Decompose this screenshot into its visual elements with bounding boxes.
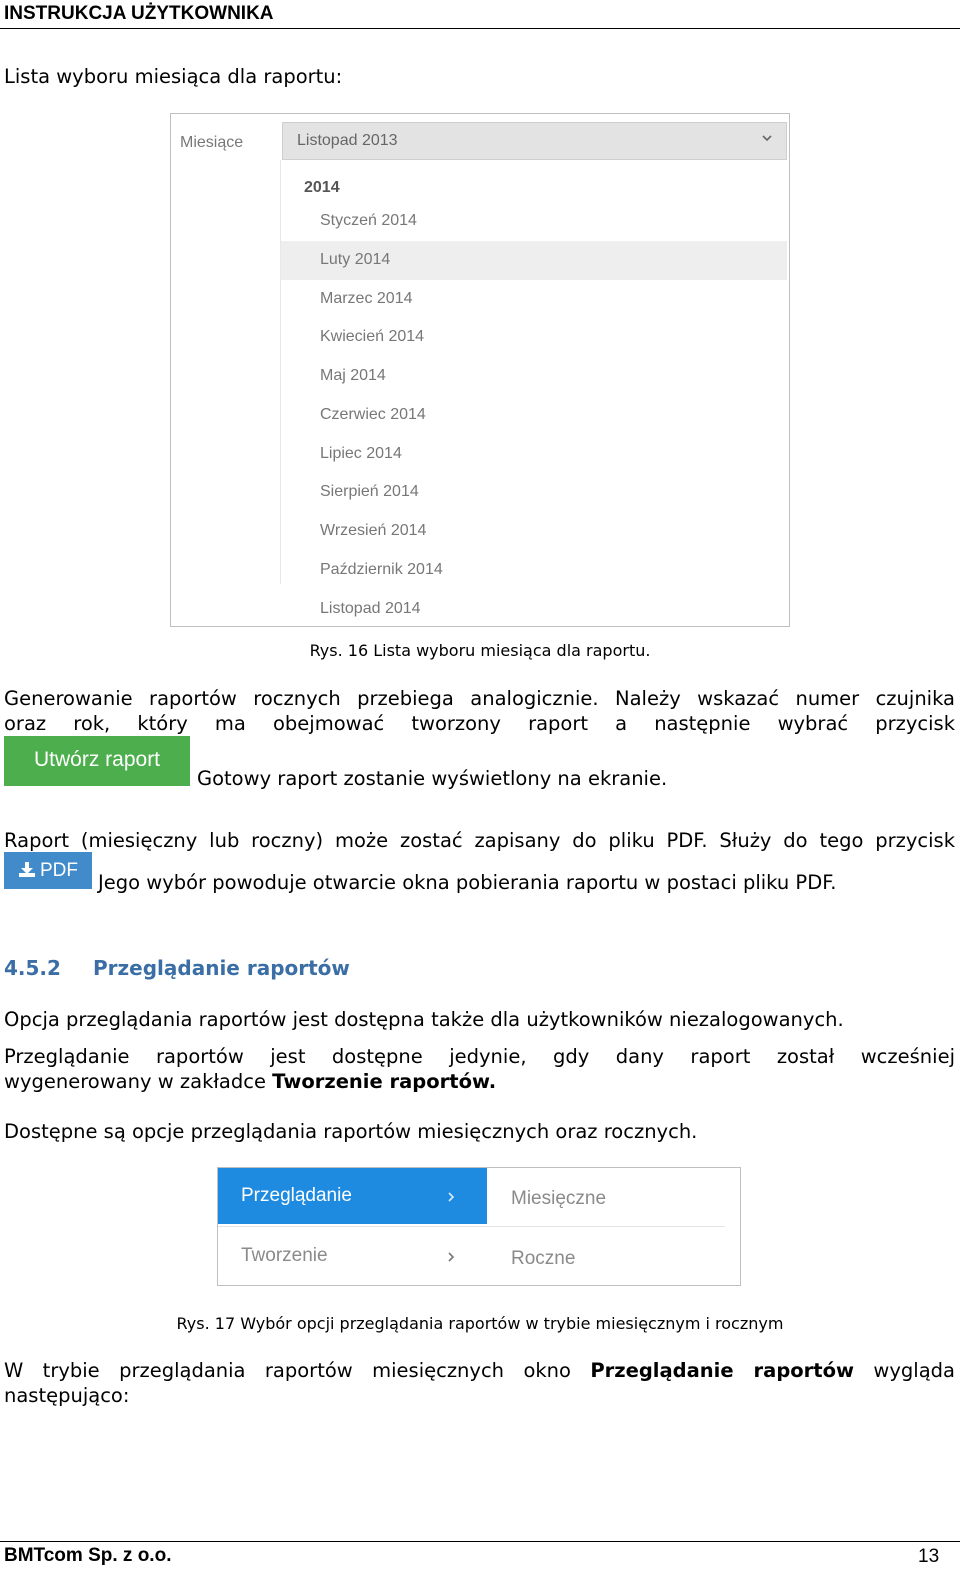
- menu-item-creating-label: Tworzenie: [241, 1245, 328, 1266]
- pdf-button[interactable]: [4, 852, 92, 889]
- para3: Opcja przeglądania raportów jest dostępna także dla użytkowników niezalogowanych.: [4, 1008, 844, 1031]
- month-option[interactable]: Marzec 2014: [320, 289, 413, 307]
- month-option[interactable]: Luty 2014: [281, 241, 787, 280]
- section-number: 4.5.2: [4, 956, 61, 980]
- option-group-year: 2014: [304, 179, 340, 196]
- month-option[interactable]: Czerwiec 2014: [320, 405, 426, 423]
- create-report-button[interactable]: Utwórz raport: [4, 736, 190, 786]
- month-option-list: [281, 202, 787, 628]
- month-select-value: Listopad 2013: [297, 132, 398, 149]
- para6-line2: następująco:: [4, 1384, 130, 1407]
- submenu-item-monthly[interactable]: Miesięczne: [511, 1188, 607, 1209]
- page-number: 13: [918, 1546, 940, 1567]
- menu-item-browsing-label: Przeglądanie: [241, 1185, 352, 1206]
- figure17-caption: Rys. 17 Wybór opcji przeglądania raportów w trybie miesięcznym i rocznym: [176, 1314, 784, 1333]
- footer-company: BMTcom Sp. z o.o.: [4, 1545, 172, 1566]
- month-option[interactable]: Maj 2014: [320, 367, 386, 384]
- para4-line2: [4, 1069, 496, 1094]
- pdf-button-label: PDF: [40, 860, 78, 881]
- header-rule: [0, 28, 960, 29]
- document-header-title: INSTRUKCJA UŻYTKOWNIKA: [4, 3, 274, 24]
- month-option[interactable]: Listopad 2014: [320, 599, 421, 617]
- month-option[interactable]: Sierpień 2014: [320, 483, 419, 501]
- window-name-browsing-reports: Przeglądanie raportów: [590, 1359, 855, 1382]
- chevron-down-icon: [760, 131, 774, 145]
- month-option[interactable]: Lipiec 2014: [320, 444, 402, 462]
- para5: Dostępne są opcje przeglądania raportów miesięcznych oraz rocznych.: [4, 1120, 698, 1143]
- chevron-right-icon: [446, 1250, 456, 1264]
- figure16-caption: Rys. 16 Lista wyboru miesiąca dla raportu.: [309, 641, 651, 660]
- chevron-right-icon: [446, 1190, 456, 1204]
- para2-line1: Raport (miesięczny lub roczny) może zostać zapisany do pliku PDF. Służy do tego przycisk: [4, 829, 955, 852]
- months-label: Miesiące: [180, 134, 244, 151]
- submenu-item-yearly[interactable]: Roczne: [511, 1248, 576, 1269]
- para2-line2: Jego wybór powoduje otwarcie okna pobierania raportu w postaci pliku PDF.: [98, 871, 837, 894]
- para1-line1: Generowanie raportów rocznych przebiega analogicznie. Należy wskazać numer czujnika: [4, 687, 955, 710]
- month-option[interactable]: Styczeń 2014: [320, 212, 417, 229]
- month-select[interactable]: [282, 122, 787, 160]
- section-title: Przeglądanie raportów: [93, 956, 350, 980]
- para6-line1: [4, 1358, 955, 1383]
- section-heading: [4, 956, 350, 980]
- report-browse-menu-figure: [217, 1167, 741, 1286]
- download-icon: [18, 862, 36, 878]
- tab-name-creating-reports: Tworzenie raportów.: [272, 1070, 497, 1093]
- footer-rule: [0, 1541, 960, 1542]
- month-option[interactable]: Wrzesień 2014: [320, 522, 427, 539]
- month-option[interactable]: Październik 2014: [320, 560, 443, 578]
- month-option[interactable]: Kwiecień 2014: [320, 328, 425, 346]
- menu-item-browsing-active[interactable]: [218, 1168, 487, 1224]
- para1-line2: oraz rok, który ma obejmować tworzony raport a następnie wybrać przycisk: [4, 712, 955, 735]
- para4-line1: Przeglądanie raportów jest dostępne jedynie, gdy dany raport został wcześniej: [4, 1045, 955, 1068]
- menu-item-creating[interactable]: [218, 1227, 487, 1285]
- intro-text: Lista wyboru miesiąca dla raportu:: [4, 65, 343, 88]
- month-select-figure: [170, 113, 790, 627]
- para6-suffix: wygląda: [854, 1359, 955, 1382]
- para1-line3: Gotowy raport zostanie wyświetlony na ekranie.: [197, 767, 668, 790]
- para6-prefix: W trybie przeglądania raportów miesięcznych okno: [4, 1359, 591, 1382]
- para4-line2-prefix: wygenerowany w zakładce: [4, 1070, 273, 1093]
